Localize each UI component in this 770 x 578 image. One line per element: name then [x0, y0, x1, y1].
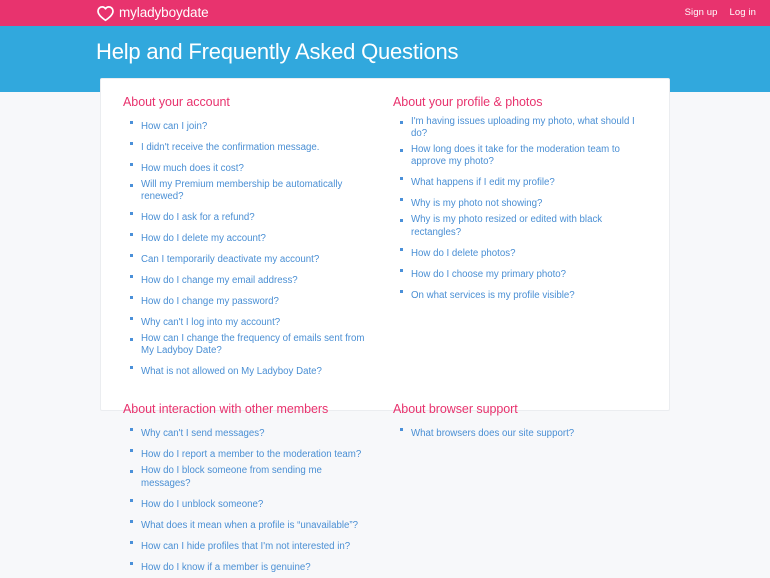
list-item[interactable] [393, 193, 643, 211]
list-item[interactable] [123, 515, 369, 533]
faq-list-browser-support [393, 423, 643, 441]
faq-link[interactable]: How can I join? [141, 121, 208, 132]
top-nav [685, 8, 756, 18]
list-item[interactable] [123, 270, 369, 288]
list-item[interactable] [123, 465, 369, 490]
page-title: Help and Frequently Asked Questions [96, 39, 459, 64]
list-item[interactable] [123, 158, 369, 176]
site-logo[interactable] [97, 6, 209, 21]
section-title: About browser support [393, 402, 518, 417]
faq-link[interactable]: How can I hide profiles that I'm not interested in? [141, 540, 351, 552]
faq-link[interactable]: What happens if I edit my profile? [411, 177, 555, 189]
faq-link[interactable]: On what services is my profile visible? [411, 289, 575, 301]
list-item[interactable] [393, 116, 643, 141]
faq-list-account [123, 116, 369, 379]
heart-outline-icon [97, 6, 114, 21]
list-item[interactable] [123, 423, 369, 441]
faq-link[interactable]: How do I delete photos? [411, 247, 516, 259]
list-item[interactable] [123, 291, 369, 309]
section-title: About your profile & photos [393, 95, 543, 109]
list-item[interactable] [123, 361, 369, 379]
faq-link[interactable]: How do I ask for a refund? [141, 212, 255, 224]
list-item[interactable] [123, 228, 369, 246]
faq-link[interactable]: What does it mean when a profile is “unavailable”? [141, 519, 359, 531]
list-item[interactable] [123, 444, 369, 462]
faq-link[interactable]: How do I unblock someone? [141, 498, 264, 510]
list-item[interactable] [123, 137, 369, 155]
list-item[interactable] [123, 557, 369, 575]
faq-list-interaction [123, 423, 369, 574]
faq-link[interactable]: How do I report a member to the moderation team? [141, 449, 362, 461]
list-item[interactable] [393, 285, 643, 303]
list-item[interactable] [123, 536, 369, 554]
list-item[interactable] [123, 179, 369, 204]
faq-link[interactable]: Why is my photo resized or edited with black rectangles? [411, 214, 603, 238]
list-item[interactable] [123, 116, 369, 134]
faq-card [100, 78, 670, 573]
faq-link[interactable]: How do I change my password? [141, 296, 279, 308]
list-item[interactable] [393, 172, 643, 190]
list-item[interactable] [123, 207, 369, 225]
faq-link[interactable]: Why can't I log into my account? [141, 317, 281, 329]
faq-link[interactable]: Will my Premium membership be automatically renewed? [141, 179, 343, 203]
signup-link[interactable]: Sign up [684, 7, 718, 19]
list-item[interactable] [393, 144, 643, 169]
faq-link[interactable]: Why is my photo not showing? [411, 198, 543, 210]
faq-link[interactable]: Why can't I send messages? [141, 428, 265, 440]
list-item[interactable] [123, 249, 369, 267]
login-link[interactable]: Log in [729, 7, 756, 19]
faq-link[interactable]: How do I block someone from sending me messages? [141, 465, 322, 489]
section-title: About interaction with other members [123, 402, 329, 417]
faq-section-profile-photos [383, 95, 643, 382]
faq-link[interactable]: Can I temporarily deactivate my account? [141, 254, 320, 266]
faq-link[interactable]: How do I choose my primary photo? [411, 268, 567, 280]
top-bar [0, 0, 770, 26]
faq-link[interactable]: What browsers does our site support? [411, 428, 575, 440]
faq-section-account [123, 95, 383, 382]
faq-link[interactable]: How do I change my email address? [141, 275, 298, 287]
faq-link[interactable]: How do I delete my account? [141, 233, 266, 245]
faq-section-interaction [123, 402, 383, 577]
page-body [0, 92, 770, 573]
section-row-spacer [123, 382, 643, 402]
list-item[interactable] [123, 494, 369, 512]
section-title: About your account [123, 95, 230, 109]
faq-link[interactable]: I didn't receive the confirmation message. [141, 142, 320, 153]
list-item[interactable] [393, 264, 643, 282]
faq-link[interactable]: How much does it cost? [141, 163, 244, 174]
brand-name: myladyboydate [119, 5, 209, 21]
faq-link[interactable]: How do I know if a member is genuine? [141, 561, 311, 573]
faq-link[interactable]: How can I change the frequency of emails sent from My Ladyboy Date? [141, 333, 365, 357]
list-item[interactable] [123, 333, 369, 358]
list-item[interactable] [393, 243, 643, 261]
list-item[interactable] [393, 423, 643, 441]
faq-list-profile-photos [393, 116, 643, 303]
faq-columns [123, 95, 643, 578]
faq-link[interactable]: I'm having issues uploading my photo, what should I do? [411, 116, 635, 140]
faq-link[interactable]: What is not allowed on My Ladyboy Date? [141, 366, 322, 378]
faq-section-browser-support [383, 402, 643, 577]
list-item[interactable] [123, 312, 369, 330]
list-item[interactable] [393, 214, 643, 239]
faq-link[interactable]: How long does it take for the moderation team to approve my photo? [411, 144, 620, 168]
